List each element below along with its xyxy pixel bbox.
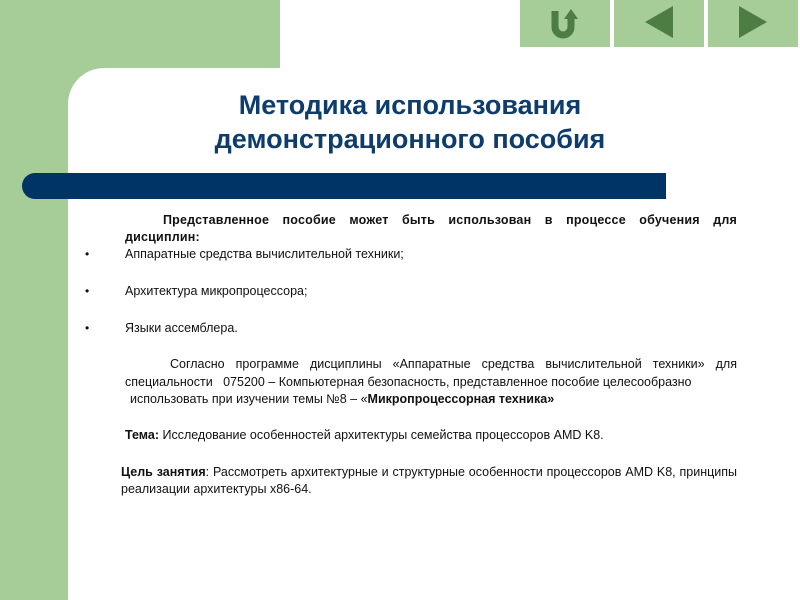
title-line-2: демонстрационного пособия [214, 124, 606, 154]
triangle-right-icon [733, 4, 773, 43]
intro-text: Представленное пособие может быть использован в процессе обучения для дисциплин: [125, 213, 737, 244]
bullet-marker: • [85, 321, 90, 335]
return-button[interactable] [520, 0, 610, 47]
bullet-item-2: Архитектура микропроцессора; [125, 284, 308, 298]
topic-number-title: Микропроцессорная техника» [367, 392, 555, 406]
lesson-goal [121, 464, 737, 498]
program-line-3-text: использовать при изучении темы №8 – « [130, 392, 368, 406]
title-line-1: Методика использования [238, 90, 582, 120]
goal-label: Цель занятия [121, 465, 206, 479]
triangle-left-icon [639, 4, 679, 43]
bullet-marker: • [85, 247, 90, 261]
topic-text: Исследование особенностей архитектуры семейства процессоров AMD K8. [159, 428, 604, 442]
program-line-2: специальности 075200 – Компьютерная безопасность, представленное пособие целесообразно [125, 375, 692, 389]
next-slide-button[interactable] [708, 0, 798, 47]
program-line-1: Согласно программе дисциплины «Аппаратные средства вычислительной техники» для [170, 357, 737, 371]
topic-label: Тема: [125, 428, 159, 442]
bullet-marker: • [85, 284, 90, 298]
return-arrow-icon [545, 5, 585, 42]
goal-text: : Рассмотреть архитектурные и структурные особенности процессоров AMD K8, принципы реализации архитектуры x86-64. [121, 465, 737, 496]
program-line-3 [130, 391, 742, 408]
slide-title [100, 88, 720, 156]
lesson-topic [125, 427, 737, 444]
previous-slide-button[interactable] [614, 0, 704, 47]
title-divider-bar [22, 173, 666, 199]
bullet-item-3: Языки ассемблера. [125, 321, 238, 335]
bullet-item-1: Аппаратные средства вычислительной техники; [125, 247, 404, 261]
